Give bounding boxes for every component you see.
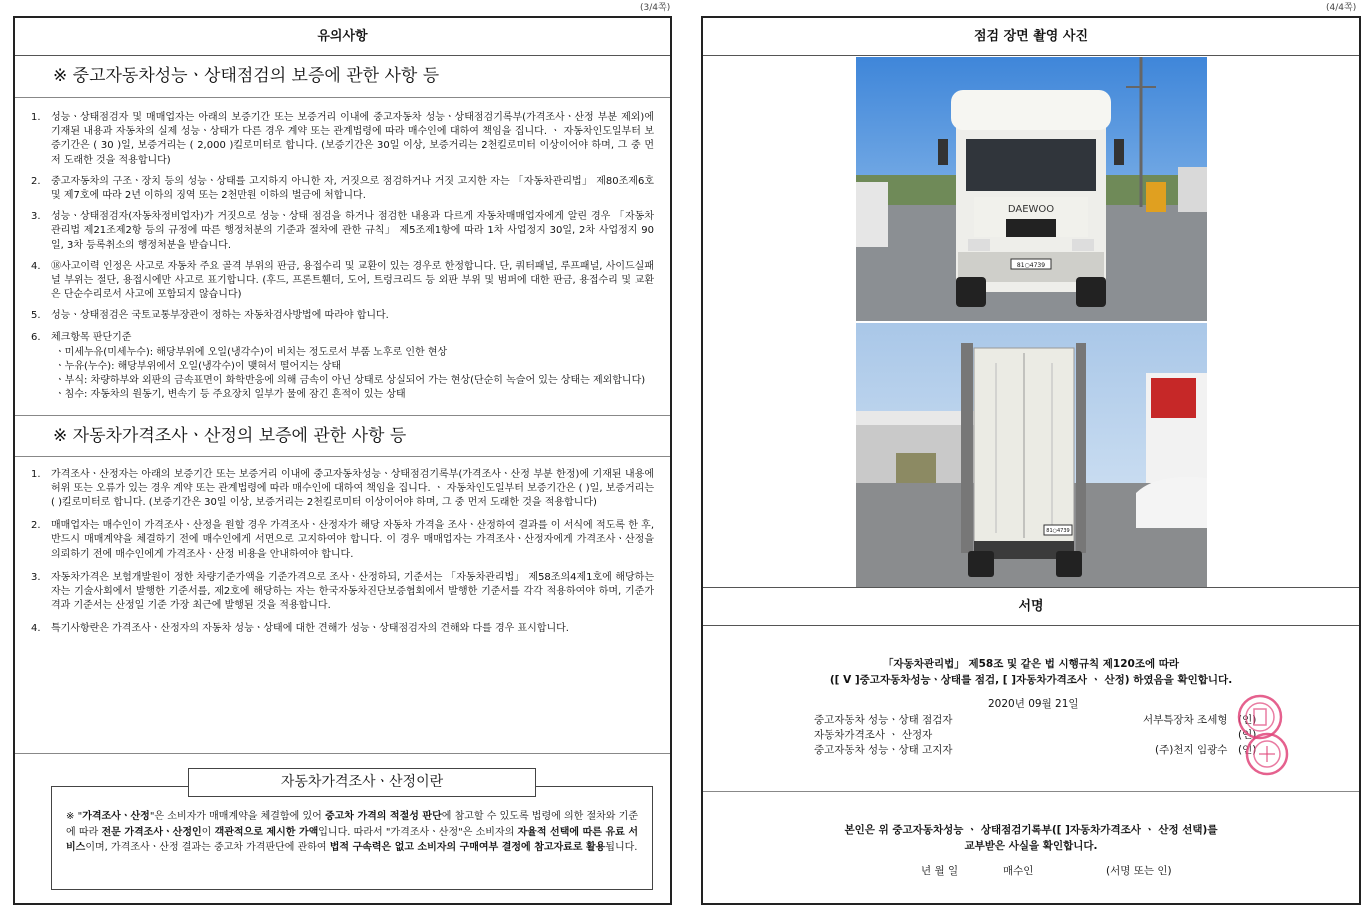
buyer-sign-field[interactable]: (서명 또는 인): [1106, 865, 1172, 877]
buyer-confirm-line-1: 본인은 위 중고자동차성능 ㆍ 상태점검기록부([ ]자동차가격조사 ㆍ 산정 선택)를: [844, 824, 1218, 836]
inspector-seal-mark: (인): [1238, 714, 1257, 726]
notifier-seal-stamp: [1245, 732, 1289, 776]
signature-section: [703, 626, 1359, 792]
notifier-seal-mark: (인): [1238, 744, 1257, 756]
truck-front-photo: [856, 57, 1207, 321]
signature-date: 2020년 09월 21일: [988, 698, 1079, 710]
list-item: 4. ⑱사고이력 인정은 사고로 자동차 주요 골격 부위의 판금, 용접수리 및 교환이 있는 경우로 한정합니다. 단, 쿼터패널, 루프패널, 사이드실패널 부위는 절단, 용접시에만 사고로 표기합니다. (후드, 프론트휀더, 도어, 트렁크리드 등 외판 부위 및 범퍼에 대한 판금, 용접수리 및 교환은 단순수리로서 사고에 포함되지 않습니다): [31, 260, 654, 301]
inspection-warranty-list: [15, 98, 670, 403]
price-explanation-title: 자동차가격조사ㆍ산정이란: [188, 768, 536, 797]
list-item: 2. 중고자동차의 구조ㆍ장치 등의 성능ㆍ상태를 고지하지 아니한 자, 거짓으로 점검하거나 거짓 고지한 자는 「자동차관리법」 제80조제6호 및 제7호에 따라 2년 이하의 징역 또는 2천만원 이하의 벌금에 처합니다.: [31, 175, 654, 202]
photo-signature-panel: [701, 16, 1361, 905]
price-explanation-box: ※ "가격조사ㆍ산정"은 소비자가 매매계약을 체결함에 있어 중고차 가격의 적절성 판단에 참고할 수 있도록 법령에 의한 절차와 기준에 따라 전문 가격조사ㆍ산정인이 객관적으로 제시한 가액입니다. 따라서 "가격조사ㆍ산정"은 소비자의 자율적 선택에 따른 유료 서비스이며, 가격조사ㆍ산정 결과는 중고차 가격판단에 관하여 법적 구속력은 없고 소비자의 구매여부 결정에 참고자료로 활용됩니다.: [51, 786, 653, 890]
list-item: 6. 체크항목 판단기준 ㆍ미세누유(미세누수): 해당부위에 오일(냉각수)이 비치는 정도로서 부품 노후로 인한 현상 ㆍ누유(누수): 해당부위에서 오일(냉각수)이 맺혀서 떨어지는 상태 ㆍ부식: 차량하부와 외판의 금속표면이 화학반응에 의해 금속이 아닌 상태로 상실되어 가는 현상(단순히 녹슬어 있는 상태는 제외합니다) ㆍ침수: 자동차의 원동기, 변속기 등 주요장치 일부가 물에 잠긴 흔적이 있는 상태: [31, 331, 654, 403]
check-criteria-item: ㆍ누유(누수): 해당부위에서 오일(냉각수)이 맺혀서 떨어지는 상태: [55, 361, 342, 373]
price-warranty-list: [15, 457, 670, 637]
notice-header: 유의사항: [15, 18, 670, 56]
buyer-confirmation-section: [703, 792, 1359, 892]
page-number-left: (3/4쪽): [640, 3, 671, 13]
list-item: 5. 성능ㆍ상태점검은 국토교통부장관이 정하는 자동차검사방법에 따라야 합니다.: [31, 310, 389, 322]
signature-header: 서명: [703, 587, 1359, 626]
price-explanation-section: [15, 753, 670, 903]
rear-plate-text: 81○4739: [1045, 528, 1070, 534]
truck-rear-photo: [856, 323, 1207, 587]
front-plate-text: 81○4739: [1016, 262, 1045, 269]
truck-brand-text: DAEWOO: [1007, 204, 1054, 215]
inspector-name: 서부특장차 조세형: [1143, 714, 1228, 726]
inspection-confirm-line: ([ V ]중고자동차성능ㆍ상태를 점검, [ ]자동차가격조사 ㆍ 산정) 하였음을 확인합니다.: [829, 674, 1233, 686]
buyer-confirm-line-2: 교부받은 사실을 확인합니다.: [964, 840, 1098, 852]
law-reference-line: 「자동차관리법」 제58조 및 같은 법 시행규칙 제120조에 따라: [882, 658, 1180, 670]
check-criteria-item: ㆍ침수: 자동차의 원동기, 변속기 등 주요장치 일부가 물에 잠긴 흔적이 있는 상태: [55, 389, 406, 401]
price-assessor-role: 자동차가격조사 ㆍ 산정자: [814, 729, 933, 741]
section-title-price-warranty: ※ 자동차가격조사ㆍ산정의 보증에 관한 사항 등: [15, 415, 670, 457]
notice-panel: [13, 16, 672, 905]
check-criteria-item: ㆍ미세누유(미세누수): 해당부위에 오일(냉각수)이 비치는 정도로서 부품 노후로 인한 현상: [55, 346, 448, 358]
list-item: 1. 성능ㆍ상태점검자 및 매매업자는 아래의 보증기간 또는 보증거리 이내에 중고자동차 성능ㆍ상태점검기록부(가격조사ㆍ산정 부분 제외)에 기재된 내용과 자동차의 실제 성능ㆍ상태가 다른 경우 계약 또는 관계법령에 따라 매수인에 대하여 책임을 집니다. ㆍ 자동차인도일부터 보증기간은 ( 30 )일, 보증거리는 ( 2,000 )킬로미터로 합니다. (보증기간은 30일 이상, 보증거리는 2천킬로미터 이상이어야 하며, 그 중 먼저 도래한 것을 적용합니다): [31, 112, 654, 166]
section-title-inspection-warranty: ※ 중고자동차성능ㆍ상태점검의 보증에 관한 사항 등: [15, 56, 670, 98]
list-item: 1. 가격조사ㆍ산정자는 아래의 보증기간 또는 보증거리 이내에 중고자동차성능ㆍ상태점검기록부(가격조사ㆍ산정 부분 한정)에 기재된 내용에 허위 또는 오류가 있는 경우 계약 또는 관계법령에 따라 매수인에 대하여 책임을 집니다. ㆍ 자동차인도일부터 보증기간은 ( )일, 보증거리는 ( )킬로미터로 합니다. (보증기간은 30일 이상, 보증거리는 2천킬로미터 이상이어야 하며, 그 중 먼저 도래한 것을 적용합니다): [31, 468, 654, 509]
notifier-name: (주)천지 임광수: [1155, 744, 1228, 756]
list-item: 2. 매매업자는 매수인이 가격조사ㆍ산정을 원할 경우 가격조사ㆍ산정자가 해당 자동차 가격을 조사ㆍ산정하여 결과를 이 서식에 적도록 한 후, 반드시 매매계약을 체결하기 전에 매수인에게 서면으로 고지하여야 합니다. 이 경우 매매업자는 가격조사ㆍ산정자에게 가격조사ㆍ산정을 의뢰하기 전에 매수인에게 가격조사ㆍ산정 비용을 안내하여야 합니다.: [31, 520, 654, 560]
list-item: 3. 성능ㆍ상태점검자(자동차정비업자)가 거짓으로 성능ㆍ상태 점검을 하거나 점검한 내용과 다르게 자동차매매업자에게 알린 경우 「자동차관리법 제21조제2항 등의 규정에 따른 행정처분의 기준과 절차에 관한 규칙」 제5조제1항에 따라 1차 사업정지 30일, 2차 사업정지 90일, 3차 등록취소의 행정처분을 받습니다.: [31, 211, 654, 251]
notifier-role: 중고자동차 성능ㆍ상태 고지자: [814, 744, 953, 756]
list-item: 4. 특기사항란은 가격조사ㆍ산정자의 자동차 성능ㆍ상태에 대한 견해가 성능ㆍ상태점검자의 견해와 다를 경우 표시합니다.: [31, 623, 569, 635]
buyer-label: 매수인: [1003, 865, 1034, 877]
photo-header: 점검 장면 촬영 사진: [703, 18, 1359, 56]
check-criteria-item: ㆍ부식: 차량하부와 외판의 금속표면이 화학반응에 의해 금속이 아닌 상태로 상실되어 가는 현상(단순히 녹슬어 있는 상태는 제외합니다): [55, 375, 646, 387]
page-number-right: (4/4쪽): [1326, 3, 1357, 13]
list-item: 3. 자동차가격은 보험개발원이 정한 차량기준가액을 기준가격으로 조사ㆍ산정하되, 기준서는 「자동차관리법」 제58조의4제1호에 해당하는 자는 기술사회에서 발행한 기준서를, 제2호에 해당하는 자는 한국자동차진단보증협회에서 발행한 기준서를 각각 적용하여야 하며, 기준가격과 기준서는 산정일 기준 가장 최근에 발행된 것을 적용합니다.: [31, 571, 654, 612]
price-assessor-seal-mark: (인): [1238, 729, 1257, 741]
buyer-date-blank: 년 월 일: [921, 865, 959, 877]
inspector-role: 중고자동차 성능ㆍ상태 점검자: [814, 714, 953, 726]
